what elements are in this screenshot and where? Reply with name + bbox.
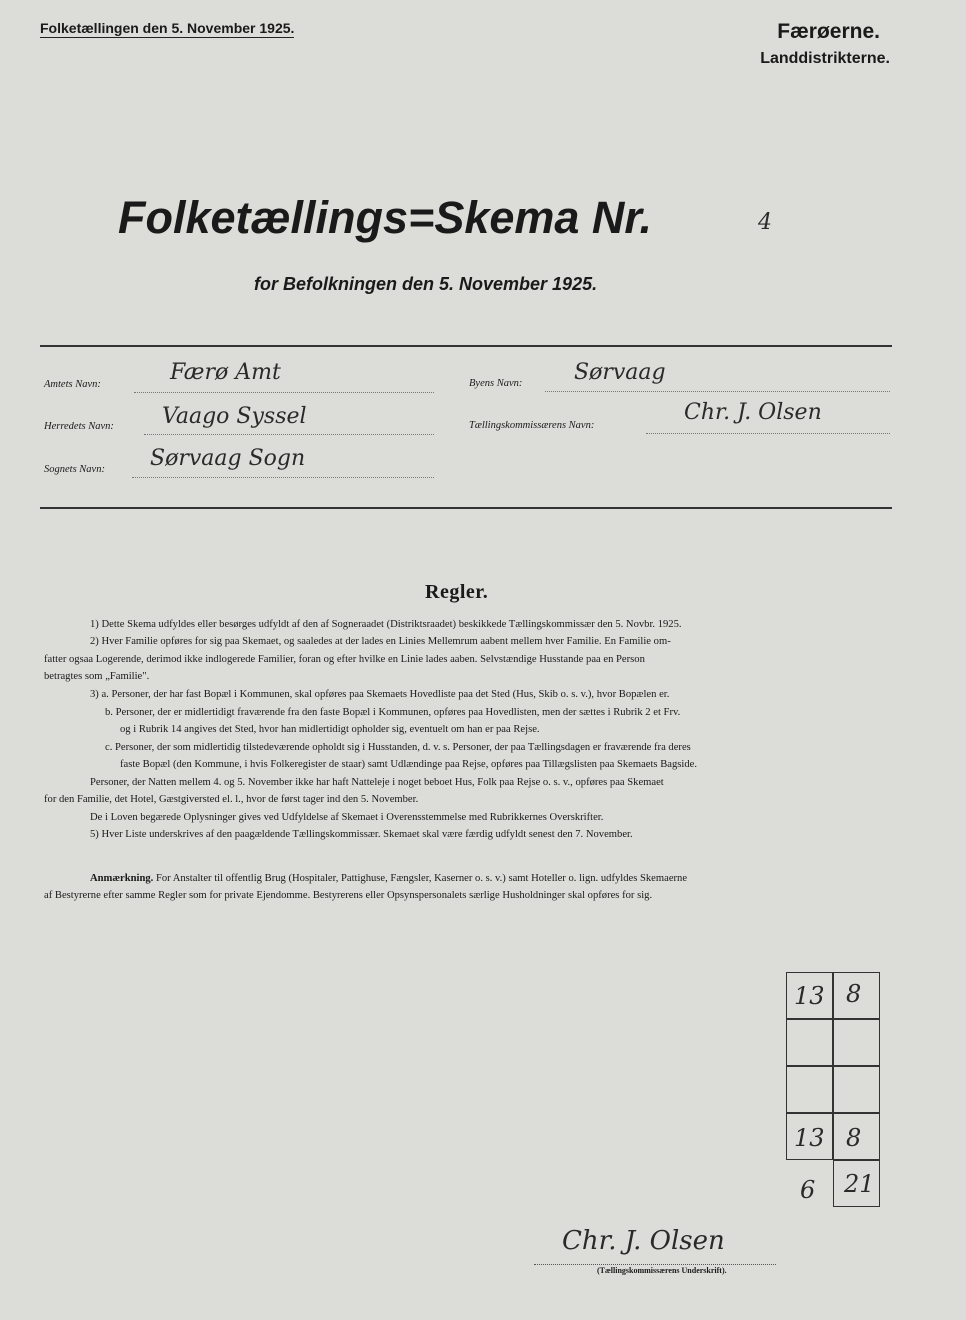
tally-value: 13 <box>794 1124 825 1152</box>
rule-line: Personer, der Natten mellem 4. og 5. November ikke har haft Natteleje i noget beboet Hus, Folk paa Rejse o. s. v., opføres paa Skemaet <box>90 777 664 788</box>
note-text-1: For Anstalter til offentlig Brug (Hospitaler, Pattighuse, Fængsler, Kaserner o. s. v.) samt Hoteller o. lign. udfyldes Skemaerne <box>155 873 688 884</box>
herred-value[interactable]: Vaago Syssel <box>162 404 307 429</box>
rule-line: og i Rubrik 14 angives det Sted, hvor han midlertidigt opholder sig, eventuelt om han er paa Rejse. <box>120 724 540 735</box>
amt-value[interactable]: Færø Amt <box>170 360 281 385</box>
rule-line: for den Familie, det Hotel, Gæstgiversted el. l., hvor de først tager ind den 5. November. <box>44 794 419 805</box>
tally-value: 8 <box>846 980 862 1008</box>
region-title: Færøerne. <box>777 20 880 43</box>
rules-title: Regler. <box>425 581 489 603</box>
by-label: Byens Navn: <box>469 378 523 389</box>
by-value[interactable]: Sørvaag <box>574 360 666 385</box>
form-number-handwritten: 4 <box>758 210 772 235</box>
amt-line <box>134 392 434 393</box>
sogn-line <box>132 477 434 478</box>
tally-cell <box>786 1019 833 1066</box>
tally-cell <box>833 1066 880 1113</box>
tally-value: 13 <box>794 982 825 1010</box>
note-line-2: af Bestyrerne efter samme Regler som for private Ejendomme. Bestyrerens eller Opsynspersonalets særlige Husholdninger skal opføres for sig. <box>44 890 653 901</box>
signature-line <box>534 1264 776 1265</box>
signature-handwritten: Chr. J. Olsen <box>562 1226 725 1256</box>
note-lead: Anmærkning. <box>90 873 154 884</box>
herred-line <box>144 434 434 435</box>
rule-line: 5) Hver Liste underskrives af den paagældende Tællingskommissær. Skemaet skal være færdig udfyldt senest den 7. November. <box>90 829 633 840</box>
signature-caption: (Tællingskommissærens Underskrift). <box>597 1266 727 1275</box>
tally-value: 6 <box>800 1176 816 1204</box>
sogn-label: Sognets Navn: <box>44 464 105 475</box>
census-date-header: Folketællingen den 5. November 1925. <box>40 20 295 36</box>
tally-value: 21 <box>844 1170 875 1198</box>
rule-line: faste Bopæl (den Kommune, i hvis Folkeregister de staar) samt Udlændinge paa Rejse, opføres paa Tillægslisten paa Skemaets Bagside. <box>120 759 697 770</box>
herred-label: Herredets Navn: <box>44 421 114 432</box>
tally-cell <box>833 1019 880 1066</box>
kommissaer-label: Tællingskommissærens Navn: <box>469 420 595 431</box>
form-title: Folketællings=Skema Nr. <box>118 192 652 243</box>
rule-line: betragtes som „Familie". <box>44 671 150 682</box>
rule-line: b. Personer, der er midlertidigt fraværende fra den faste Bopæl i Kommunen, opføres paa Hovedlisten, men der sættes i Rubrik 2 et Frv. <box>105 707 681 718</box>
rule-line: De i Loven begærede Oplysninger gives ved Udfyldelse af Skemaet i Overensstemmelse med Rubrikkernes Overskrifter. <box>90 812 604 823</box>
region-subtitle: Landdistrikterne. <box>760 50 890 67</box>
form-subtitle: for Befolkningen den 5. November 1925. <box>254 274 598 294</box>
amt-label: Amtets Navn: <box>44 379 101 390</box>
sogn-value[interactable]: Sørvaag Sogn <box>150 446 306 471</box>
bottom-divider <box>40 507 892 509</box>
top-divider <box>40 345 892 347</box>
by-line <box>545 391 890 392</box>
kommissaer-value[interactable]: Chr. J. Olsen <box>684 400 822 425</box>
rule-line: fatter ogsaa Logerende, derimod ikke indlogerede Familier, foran og efter hvilke en Linie lades aaben. Selvstændige Husstande paa en Person <box>44 654 645 665</box>
rule-line: 1) Dette Skema udfyldes eller besørges udfyldt af den af Sogneraadet (Distriktsraadet) beskikkede Tællingskommissær den 5. Novbr. 1925. <box>90 619 682 630</box>
tally-grid <box>786 972 880 1210</box>
tally-cell <box>786 1066 833 1113</box>
tally-value: 8 <box>846 1124 862 1152</box>
note-line-1 <box>90 873 687 884</box>
rule-line: 3) a. Personer, der har fast Bopæl i Kommunen, skal opføres paa Skemaets Hovedliste paa det Sted (Hus, Skib o. s. v.), hvor Bopælen er. <box>90 689 670 700</box>
kommissaer-line <box>646 433 890 434</box>
rule-line: 2) Hver Familie opføres for sig paa Skemaet, og saaledes at der lades en Linies Mellemrum aabent mellem hver Familie. En Familie om- <box>90 636 671 647</box>
rule-line: c. Personer, der som midlertidig tilstedeværende opholdt sig i Husstanden, d. v. s. Personer, der paa Tællingsdagen er fraværende fra deres <box>105 742 691 753</box>
